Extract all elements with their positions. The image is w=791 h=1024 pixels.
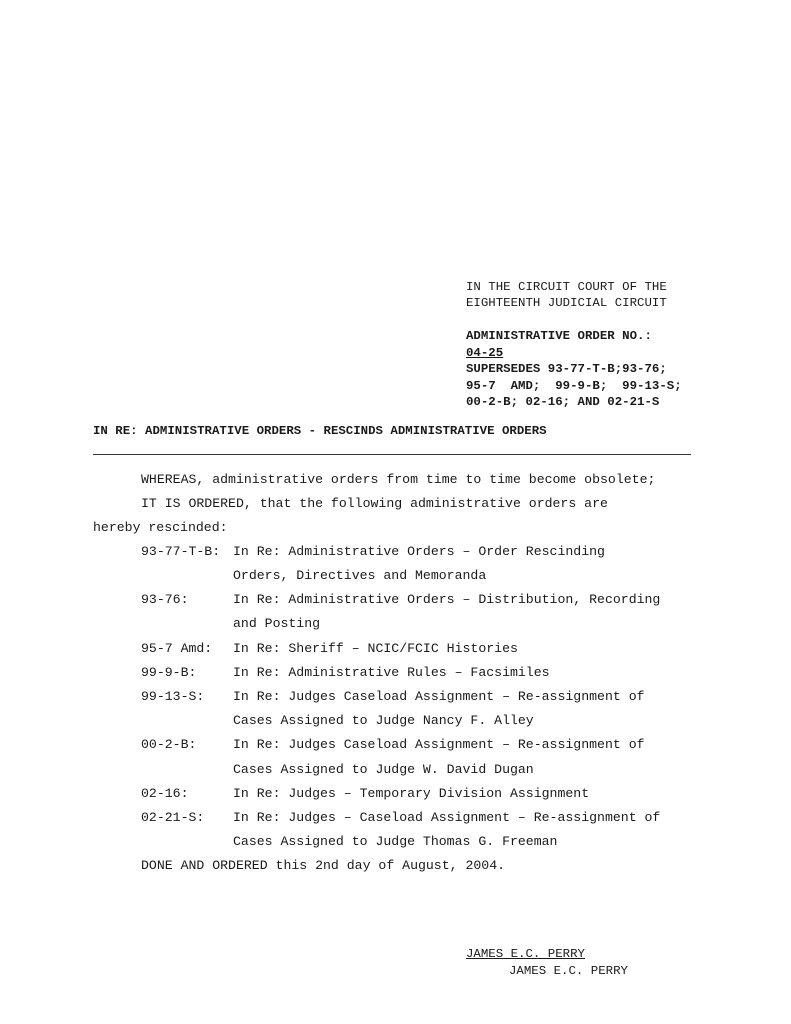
court-header: [466, 279, 667, 311]
rescinded-order-description: In Re: Administrative Rules – Facsimiles: [233, 665, 550, 680]
rescinded-order-description-cont: Cases Assigned to Judge W. David Dugan: [233, 762, 534, 777]
rescinded-order-description-cont: Orders, Directives and Memoranda: [233, 568, 487, 583]
rescinded-order-description-cont: Cases Assigned to Judge Thomas G. Freeman: [233, 834, 558, 849]
rescinded-order-description: In Re: Sheriff – NCIC/FCIC Histories: [233, 641, 518, 656]
order-number: 04-25: [466, 345, 504, 360]
whereas-clause: WHEREAS, administrative orders from time to time become obsolete;: [141, 472, 656, 487]
ordered-clause-line-2: hereby rescinded:: [93, 520, 228, 535]
rescinded-order-description-cont: and Posting: [233, 616, 321, 631]
court-line-1: IN THE CIRCUIT COURT OF THE: [466, 280, 667, 294]
court-line-2: EIGHTEENTH JUDICIAL CIRCUIT: [466, 296, 667, 310]
rescinded-order-description: In Re: Administrative Orders – Distribution, Recording: [233, 592, 661, 607]
rescinded-order-description: In Re: Judges Caseload Assignment – Re-assignment of: [233, 737, 645, 752]
rescinded-order-code: 02-16:: [141, 786, 189, 801]
signature-signed-name: JAMES E.C. PERRY: [466, 947, 585, 961]
supersedes-line-1: SUPERSEDES 93-77-T-B;93-76;: [466, 362, 667, 376]
ordered-clause-line-1: IT IS ORDERED, that the following administrative orders are: [141, 496, 608, 511]
rescinded-order-code: 99-13-S:: [141, 689, 205, 704]
heading-divider: [93, 454, 691, 455]
rescinded-order-code: 02-21-S:: [141, 810, 205, 825]
rescinded-order-description-cont: Cases Assigned to Judge Nancy F. Alley: [233, 713, 534, 728]
rescinded-order-code: 00-2-B:: [141, 737, 197, 752]
in-re-heading: IN RE: ADMINISTRATIVE ORDERS - RESCINDS ADMINISTRATIVE ORDERS: [93, 424, 547, 438]
rescinded-order-code: 99-9-B:: [141, 665, 197, 680]
rescinded-order-description: In Re: Judges Caseload Assignment – Re-assignment of: [233, 689, 645, 704]
supersedes-line-2: 95-7 AMD; 99-9-B; 99-13-S;: [466, 378, 682, 393]
signature-typed-name: JAMES E.C. PERRY: [509, 964, 628, 978]
supersedes-line-3: 00-2-B; 02-16; AND 02-21-S: [466, 395, 660, 409]
rescinded-order-code: 93-77-T-B:: [141, 544, 221, 559]
rescinded-order-description: In Re: Administrative Orders – Order Rescinding: [233, 544, 605, 559]
rescinded-order-description: In Re: Judges – Temporary Division Assignment: [233, 786, 590, 801]
order-label: ADMINISTRATIVE ORDER NO.:: [466, 329, 652, 343]
rescinded-order-code: 95-7 Amd:: [141, 641, 213, 656]
order-block: [466, 328, 682, 411]
rescinded-order-description: In Re: Judges – Caseload Assignment – Re-assignment of: [233, 810, 661, 825]
rescinded-order-code: 93-76:: [141, 592, 189, 607]
done-and-ordered: DONE AND ORDERED this 2nd day of August, 2004.: [141, 858, 506, 873]
